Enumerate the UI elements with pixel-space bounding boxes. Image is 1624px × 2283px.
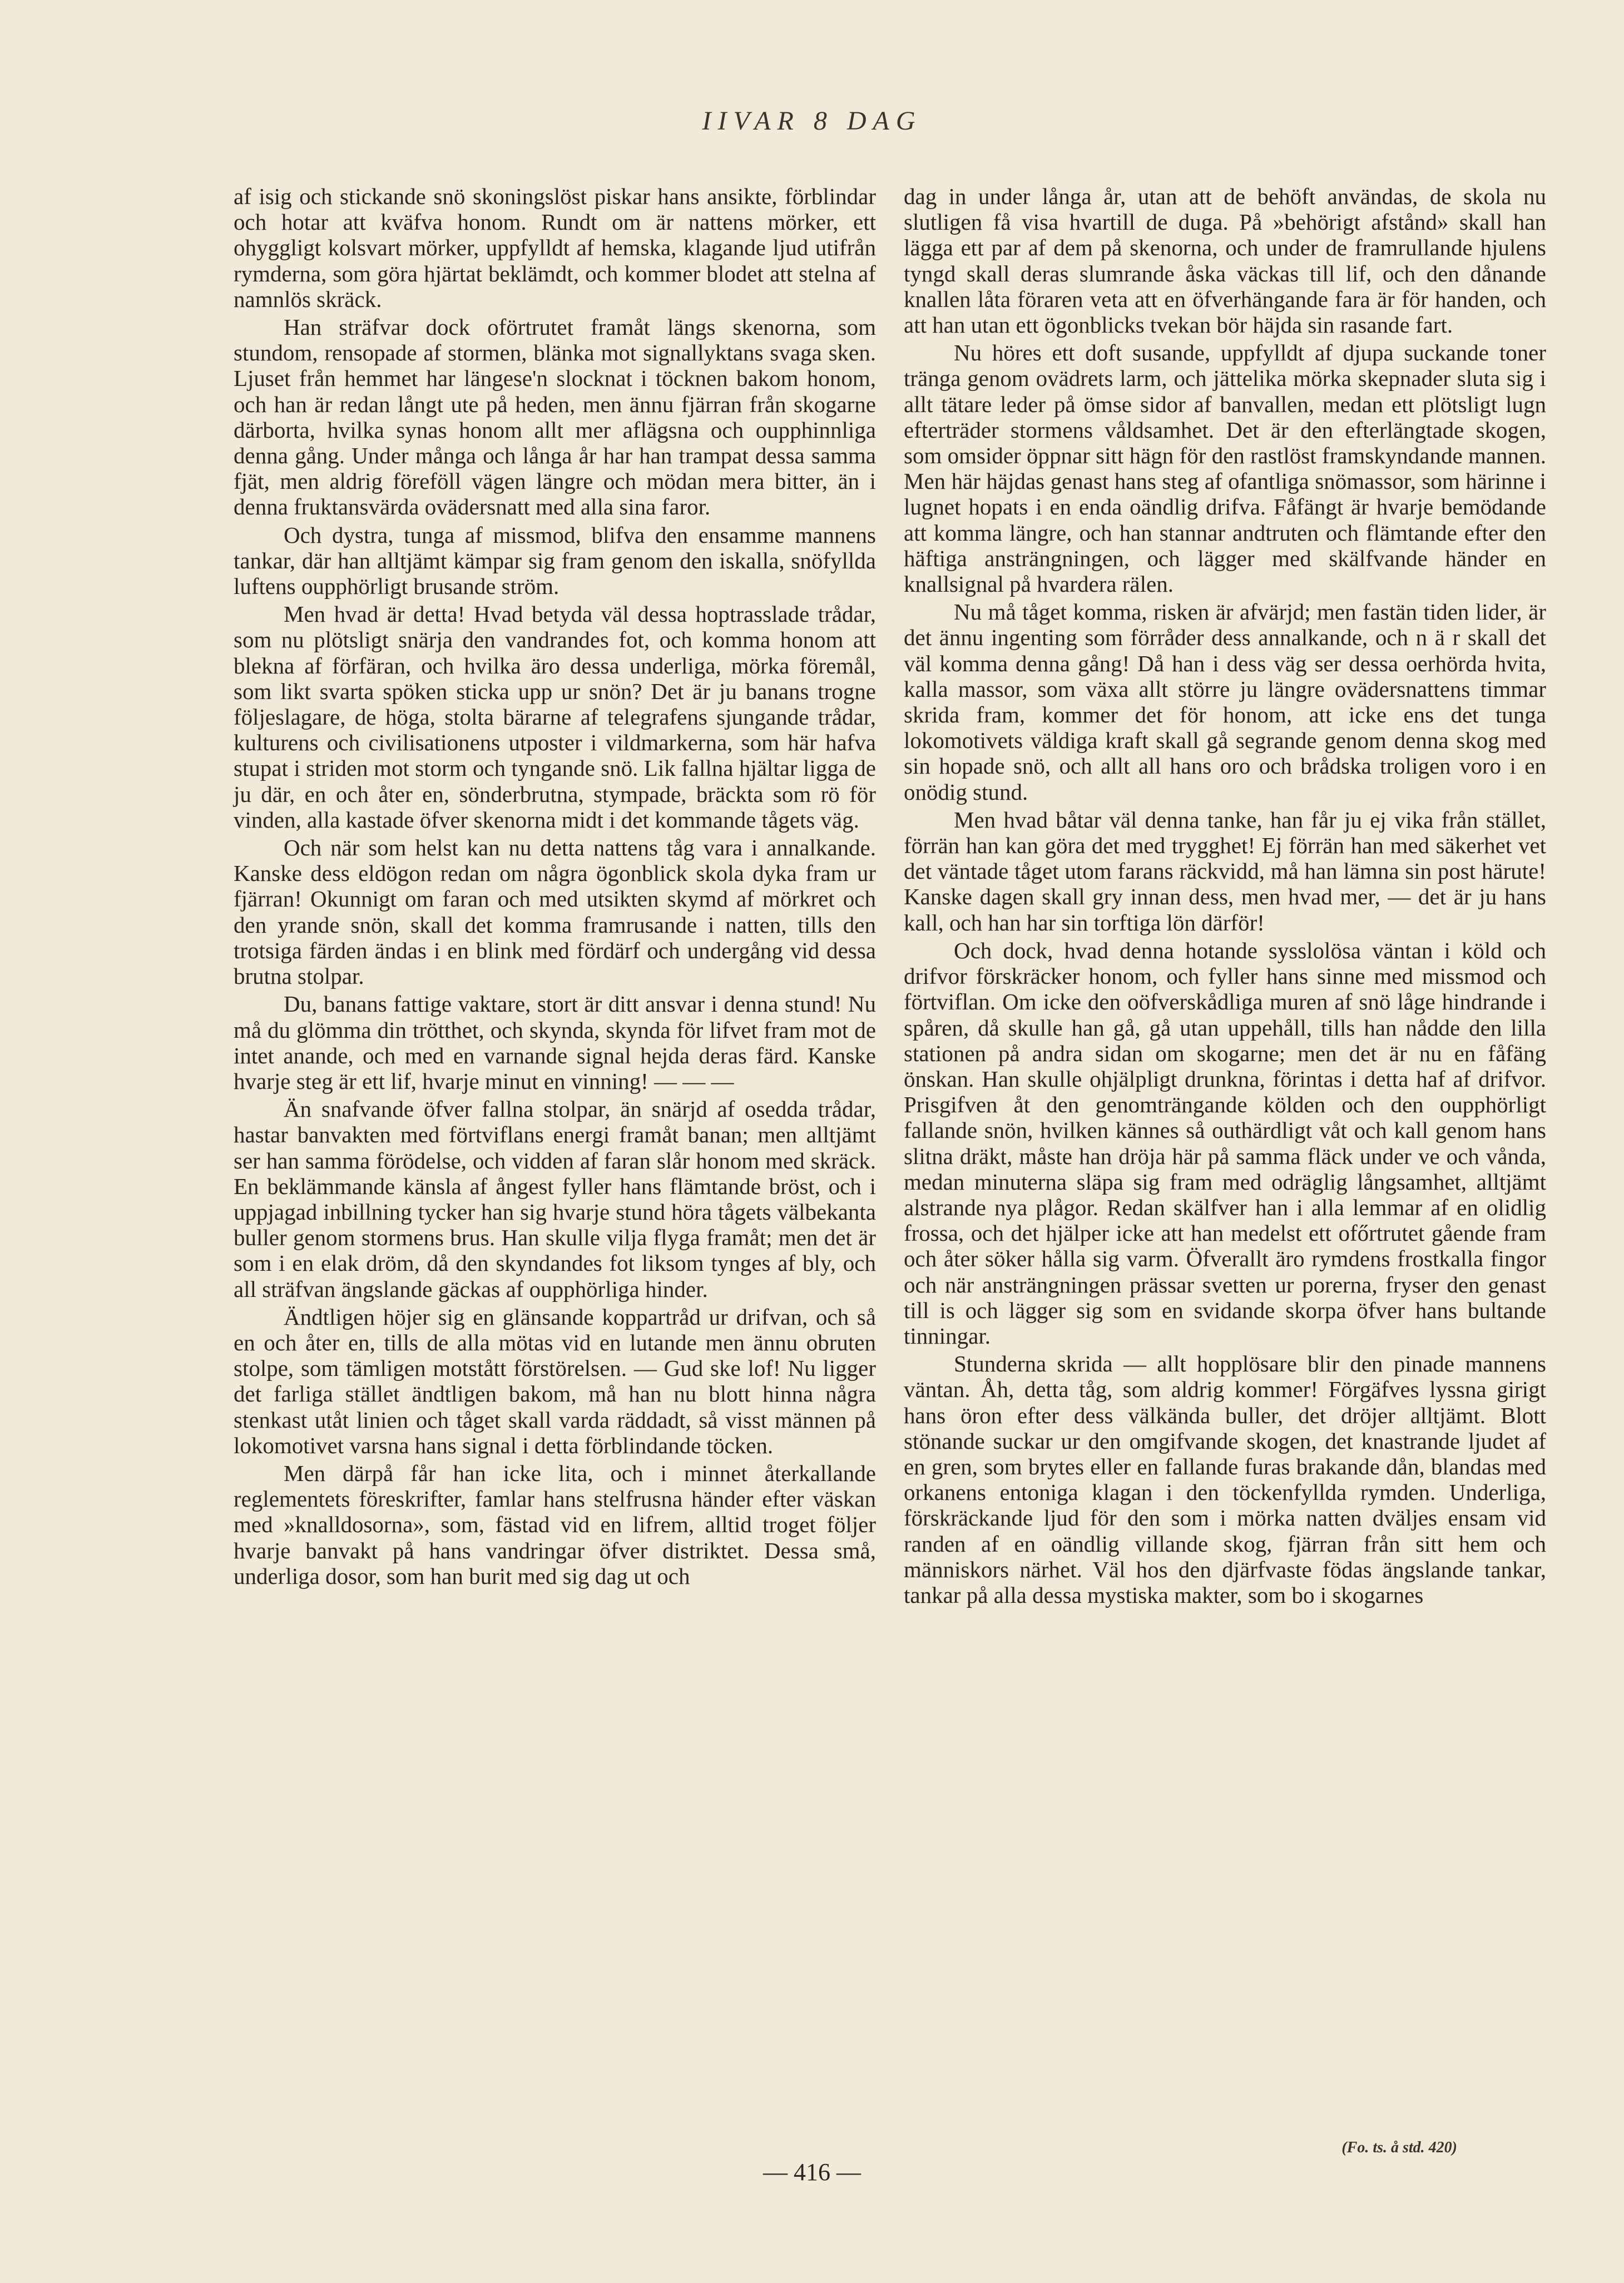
paragraph: Än snafvande öfver fallna stolpar, än snärjd af osedda trådar, hastar banvakten med förtviflans energi framåt banan; men alltjämt ser han samma förödelse, och vidden af faran slår honom med skräck. En beklämmande känsla af ångest fyller hans flämtande bröst, och i uppjagad inbillning tycker han sig hvarje stund höra tågets välbekanta buller genom stormens brus. Han skulle vilja flyga framåt; men det är som i en elak dröm, då den skyndandes fot liksom tynges af bly, och all sträfvan ängslande gäckas af oupphörliga hinder. (234, 1096, 876, 1302)
paragraph: af isig och stickande snö skoningslöst piskar hans ansikte, förblindar och hotar att kväfva honom. Rundt om är nattens mörker, ett ohyggligt kolsvart mörker, uppfylldt af hemska, klagande ljud utifrån rymderna, som göra hjärtat beklämdt, och kommer blodet att stelna af namnlös skräck. (234, 184, 876, 312)
paragraph: Men hvad båtar väl denna tanke, han får ju ej vika från stället, förrän han kan göra det med trygghet! Ej förrän han med säkerhet vet det väntade tåget utom farans räckvidd, må han lämna sin post härute! Kanske dagen skall gry innan dess, men hvad mer, — det är ju hans kall, och han har sin torftiga lön därför! (904, 806, 1546, 935)
paragraph: Ändtligen höjer sig en glänsande koppartråd ur drifvan, och så en och åter en, tills de alla mötas vid en lutande men ännu obruten stolpe, som tämligen motstått förstörelsen. — Gud ske lof! Nu ligger det farliga stället ändtligen bakom, må han nu blott hinna några stenkast utåt linien och tåget skall varda räddadt, så visst männen på lokomotivet varsna hans signal i detta förblindande töcken. (234, 1304, 876, 1458)
paragraph: Och när som helst kan nu detta nattens tåg vara i annalkande. Kanske dess eldögon redan om några ögonblick skola dyka fram ur fjärran! Okunnigt om faran och med utsikten skymd af mörkret och den yrande snön, skall det komma framrusande i natten, tills den trotsiga färden ändas i en blink med fördärf och undergång vid dessa brutna stolpar. (234, 835, 876, 989)
paragraph: Nu höres ett doft susande, uppfylldt af djupa suckande toner tränga genom ovädrets larm, och jättelika mörka skepnader sluta sig i allt tätare leder på ömse sidor af banvallen, medan ett plötsligt lugn efterträder stormens våldsamhet. Det är den efterlängtade skogen, som omsider öppnar sitt hägn för den rastlöst framskyndande mannen. Men här häjdas genast hans steg af ofantliga snömassor, som härinne i lugnet hopats i en enda oändlig drifva. Fåfängt är hvarje bemödande att komma längre, och han stannar andtruten och flämtande efter den häftiga ansträngningen, och lägger med skälfvande händer en knallsignal på hvardera rälen. (904, 340, 1546, 597)
paragraph: Och dock, hvad denna hotande sysslolösa väntan i köld och drifvor förskräcker honom, och fyller hans sinne med missmod och förtviflan. Om icke den oöfverskådliga muren af snö låge hindrande i spåren, då skulle han gå, gå utan uppehåll, tills han nådde den lilla stationen på andra sidan om skogarne; men det är nu en fåfäng önskan. Han skulle ohjälpligt drunkna, förintas i detta haf af drifvor. Prisgifven åt den genomträngande kölden och den oupphörligt fallande snön, hvilken kännes så outhärdligt våt och kall genom hans slitna dräkt, måste han dröja här på samma fläck under ve och vånda, medan minuterna släpa sig fram med odräglig långsamhet, alltjämt alstrande nya plågor. Redan skälfver han i alla lemmar af en olidlig frossa, och det hjälper icke att han medelst ett ofőrtrutet gående fram och åter söker hålla sig varm. Öfverallt äro rymdens frostkalla fingor och när ansträngningen prässar svetten ur porerna, fryser den genast till is och lägger sig som en svidande skorpa öfver hans bultande tinningar. (904, 937, 1546, 1349)
paragraph: Men därpå får han icke lita, och i minnet återkallande reglementets föreskrifter, famlar hans stelfrusna händer efter väskan med »knalldosorna», som, fästad vid en lifrem, alltid troget följer hvarje banvakt på hans vandringar öfver distriktet. Dessa små, underliga dosor, som han burit med sig dag ut och (234, 1460, 876, 1589)
page-number: — 416 — (763, 2158, 861, 2186)
paragraph: Du, banans fattige vaktare, stort är ditt ansvar i denna stund! Nu må du glömma din trötthet, och skynda, skynda för lifvet fram mot de intet anande, och med en varnande signal hejda deras färd. Kanske hvarje steg är ett lif, hvarje minut en vinning! — — — (234, 991, 876, 1094)
paragraph: dag in under långa år, utan att de behöft användas, de skola nu slutligen få visa hvartill de duga. På »behörigt afstånd» skall han lägga ett par af dem på skenorna, och under de framrullande hjulens tyngd skall deras slumrande åska väckas till lif, och den dånande knallen låta föraren veta att en öfverhängande fara är för handen, och att han utan ett ögonblicks tvekan bör häjda sin rasande fart. (904, 184, 1546, 338)
paragraph: Han sträfvar dock oförtrutet framåt längs skenorna, som stundom, rensopade af stormen, blänka mot signallyktans svaga sken. Ljuset från hemmet har längese'n slocknat i töcknen bakom honom, och han är redan långt ute på heden, men ännu fjärran från skogarne därborta, hvilka synas honom allt mer aflägsna och oupphinnliga denna gång. Under många och långa år har han trampat dessa samma fjät, men aldrig föreföll vägen längre och mödan mera bitter, än i denna fruktansvärda ovädersnatt med alla sina faror. (234, 314, 876, 520)
paragraph: Men hvad är detta! Hvad betyda väl dessa hoptrasslade trådar, som nu plötsligt snärja den vandrandes fot, och komma honom att blekna af förfäran, och hvilka äro dessa underliga, mörka föremål, som likt svarta spöken sticka upp ur snön? Det är ju banans trogne följeslagare, de höga, stolta bärarne af telegrafens sjungande trådar, kulturens och civilisationens utposter i vildmarkerna, som här hafva stupat i striden mot storm och tyngande snö. Lik fallna hjältar ligga de ju där, en och åter en, sönderbrutna, stympade, bräckta som rö för vinden, alla kastade öfver skenorna midt i det kommande tågets väg. (234, 601, 876, 833)
continuation-note: (Fo. ts. å std. 420) (1341, 2139, 1457, 2156)
paragraph: Och dystra, tunga af missmod, blifva den ensamme mannens tankar, där han alltjämt kämpar sig fram genom den iskalla, snöfyllda luftens oupphörligt brusande ström. (234, 522, 876, 600)
paragraph: Stunderna skrida — allt hopplösare blir den pinade mannens väntan. Åh, detta tåg, som aldrig kommer! Förgäfves lyssna girigt hans öron efter dess välkända buller, det dröjer alltjämt. Blott stönande suckar ur den omgifvande skogen, det knastrande ljudet af en gren, som brytes eller en fallande furas brakande dån, blandas med orkanens entoniga klagan i den töckenfyllda rymden. Underliga, förskräckande ljud för den som i mörka natten dväljes ensam vid randen af en oändlig villande skog, fjärran från sitt hem och människors närhet. Väl hos den djärfvaste födas ängslande tankar, tankar på alla dessa mystiska makter, som bo i skogarnes (904, 1351, 1546, 1608)
paragraph: Nu må tåget komma, risken är afvärjd; men fastän tiden lider, är det ännu ingenting som förråder dess annalkande, och n ä r skall det väl komma denna gång! Då han i dess väg ser dessa oerhörda hvita, kalla massor, som växa allt större ju längre ovädersnattens timmar skrida fram, kommer det för honom, att icke ens det tunga lokomotivets väldiga kraft skall gå segrande genom denna skog med sin hopade snö, och allt all hans oro och brådska troligen voro i en onödig stund. (904, 599, 1546, 805)
running-title: IIVAR 8 DAG (702, 106, 922, 136)
right-column (904, 184, 1546, 1610)
left-column (234, 184, 876, 1591)
